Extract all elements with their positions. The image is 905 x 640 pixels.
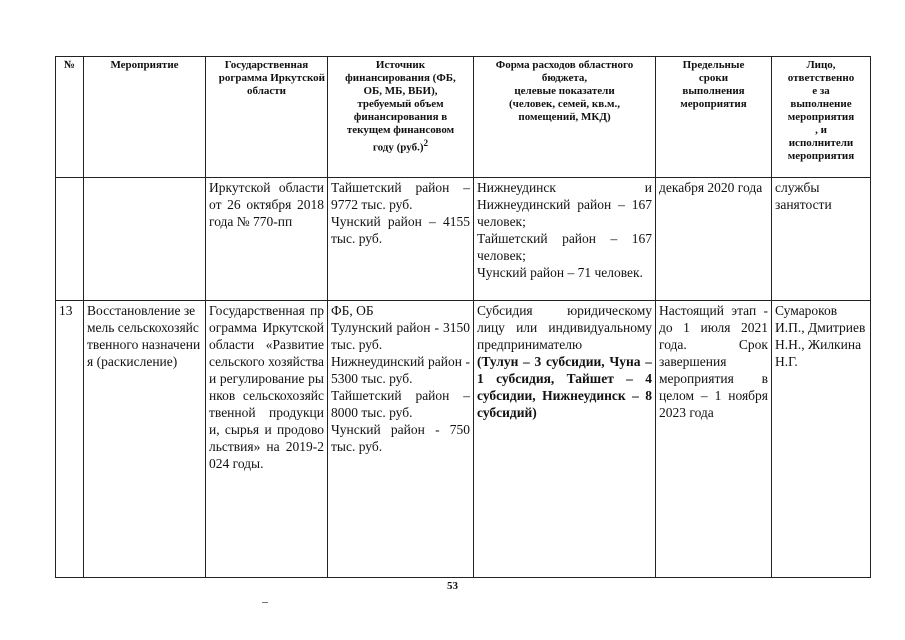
header-deadline: Предельные сроки выполнения мероприятия: [656, 57, 772, 178]
header-person: Лицо, ответственно е за выполнение мероприятия , и исполнители мероприятия: [772, 57, 871, 178]
cell-num: [56, 178, 84, 301]
table-row: [56, 301, 871, 578]
table-header-row: [56, 57, 871, 178]
subsidy-counts: (Тулун – 3 субсидии, Чуна – 1 субсидия, Тайшет – 4 субсидии, Нижнеудинск – 8 субсидий): [477, 354, 652, 420]
cell-person: службы занятости: [772, 178, 871, 301]
table-row: [56, 178, 871, 301]
cell-source: Тайшетский район – 9772 тыс. руб. Чунский район – 4155 тыс. руб.: [328, 178, 474, 301]
header-source: Источник финансирования (ФБ, ОБ, МБ, ВБИ), требуемый объем финансирования в текущем финансовом году $(руб.)^2$: [328, 57, 474, 178]
cell-person: Сумароков И.П., Дмитриев Н.Н., Жилкина Н.Г.: [772, 301, 871, 578]
footnote-mark: 2: [423, 138, 429, 148]
cell-form: Субсидия юридическому лицу или индивидуальному предпринимателю (Тулун – 3 субсидии, Чуна – 1 субсидия, Тайшет – 4 субсидии, Нижнеудинск – 8 субсидий): [474, 301, 656, 578]
header-num: №: [56, 57, 84, 178]
cell-deadline: Настоящий этап - до 1 июля 2021 года. Срок завершения мероприятия в целом – 1 ноября 2023 года: [656, 301, 772, 578]
cell-event: Восстановление земель сельскохозяйственного назначения (раскисление): [84, 301, 206, 578]
document-table: [55, 56, 871, 578]
cell-program: Иркутской области от 26 октября 2018 года № 770-пп: [206, 178, 328, 301]
page-number: 53: [447, 580, 458, 592]
header-form: Форма расходов областного бюджета, целевые показатели (человек, семей, кв.м., помещений, МКД): [474, 57, 656, 178]
cell-program: Государственная программа Иркутской области «Развитие сельского хозяйства и регулирование рынков сельскохозяйственной продукции, сырья и продовольствия» на 2019-2024 годы.: [206, 301, 328, 578]
cell-event: [84, 178, 206, 301]
header-program: Государственная рограмма Иркутской области: [206, 57, 328, 178]
cell-num: 13: [56, 301, 84, 578]
cell-source: ФБ, ОБ Тулунский район - 3150 тыс. руб. Нижнеудинский район - 5300 тыс. руб. Тайшетский район – 8000 тыс. руб. Чунский район - 750 тыс. руб.: [328, 301, 474, 578]
scan-artifact: [262, 602, 268, 603]
cell-deadline: декабря 2020 года: [656, 178, 772, 301]
header-event: Мероприятие: [84, 57, 206, 178]
cell-form: Нижнеудинск и Нижнеудинский район – 167 человек; Тайшетский район – 167 человек; Чунский район – 71 человек.: [474, 178, 656, 301]
